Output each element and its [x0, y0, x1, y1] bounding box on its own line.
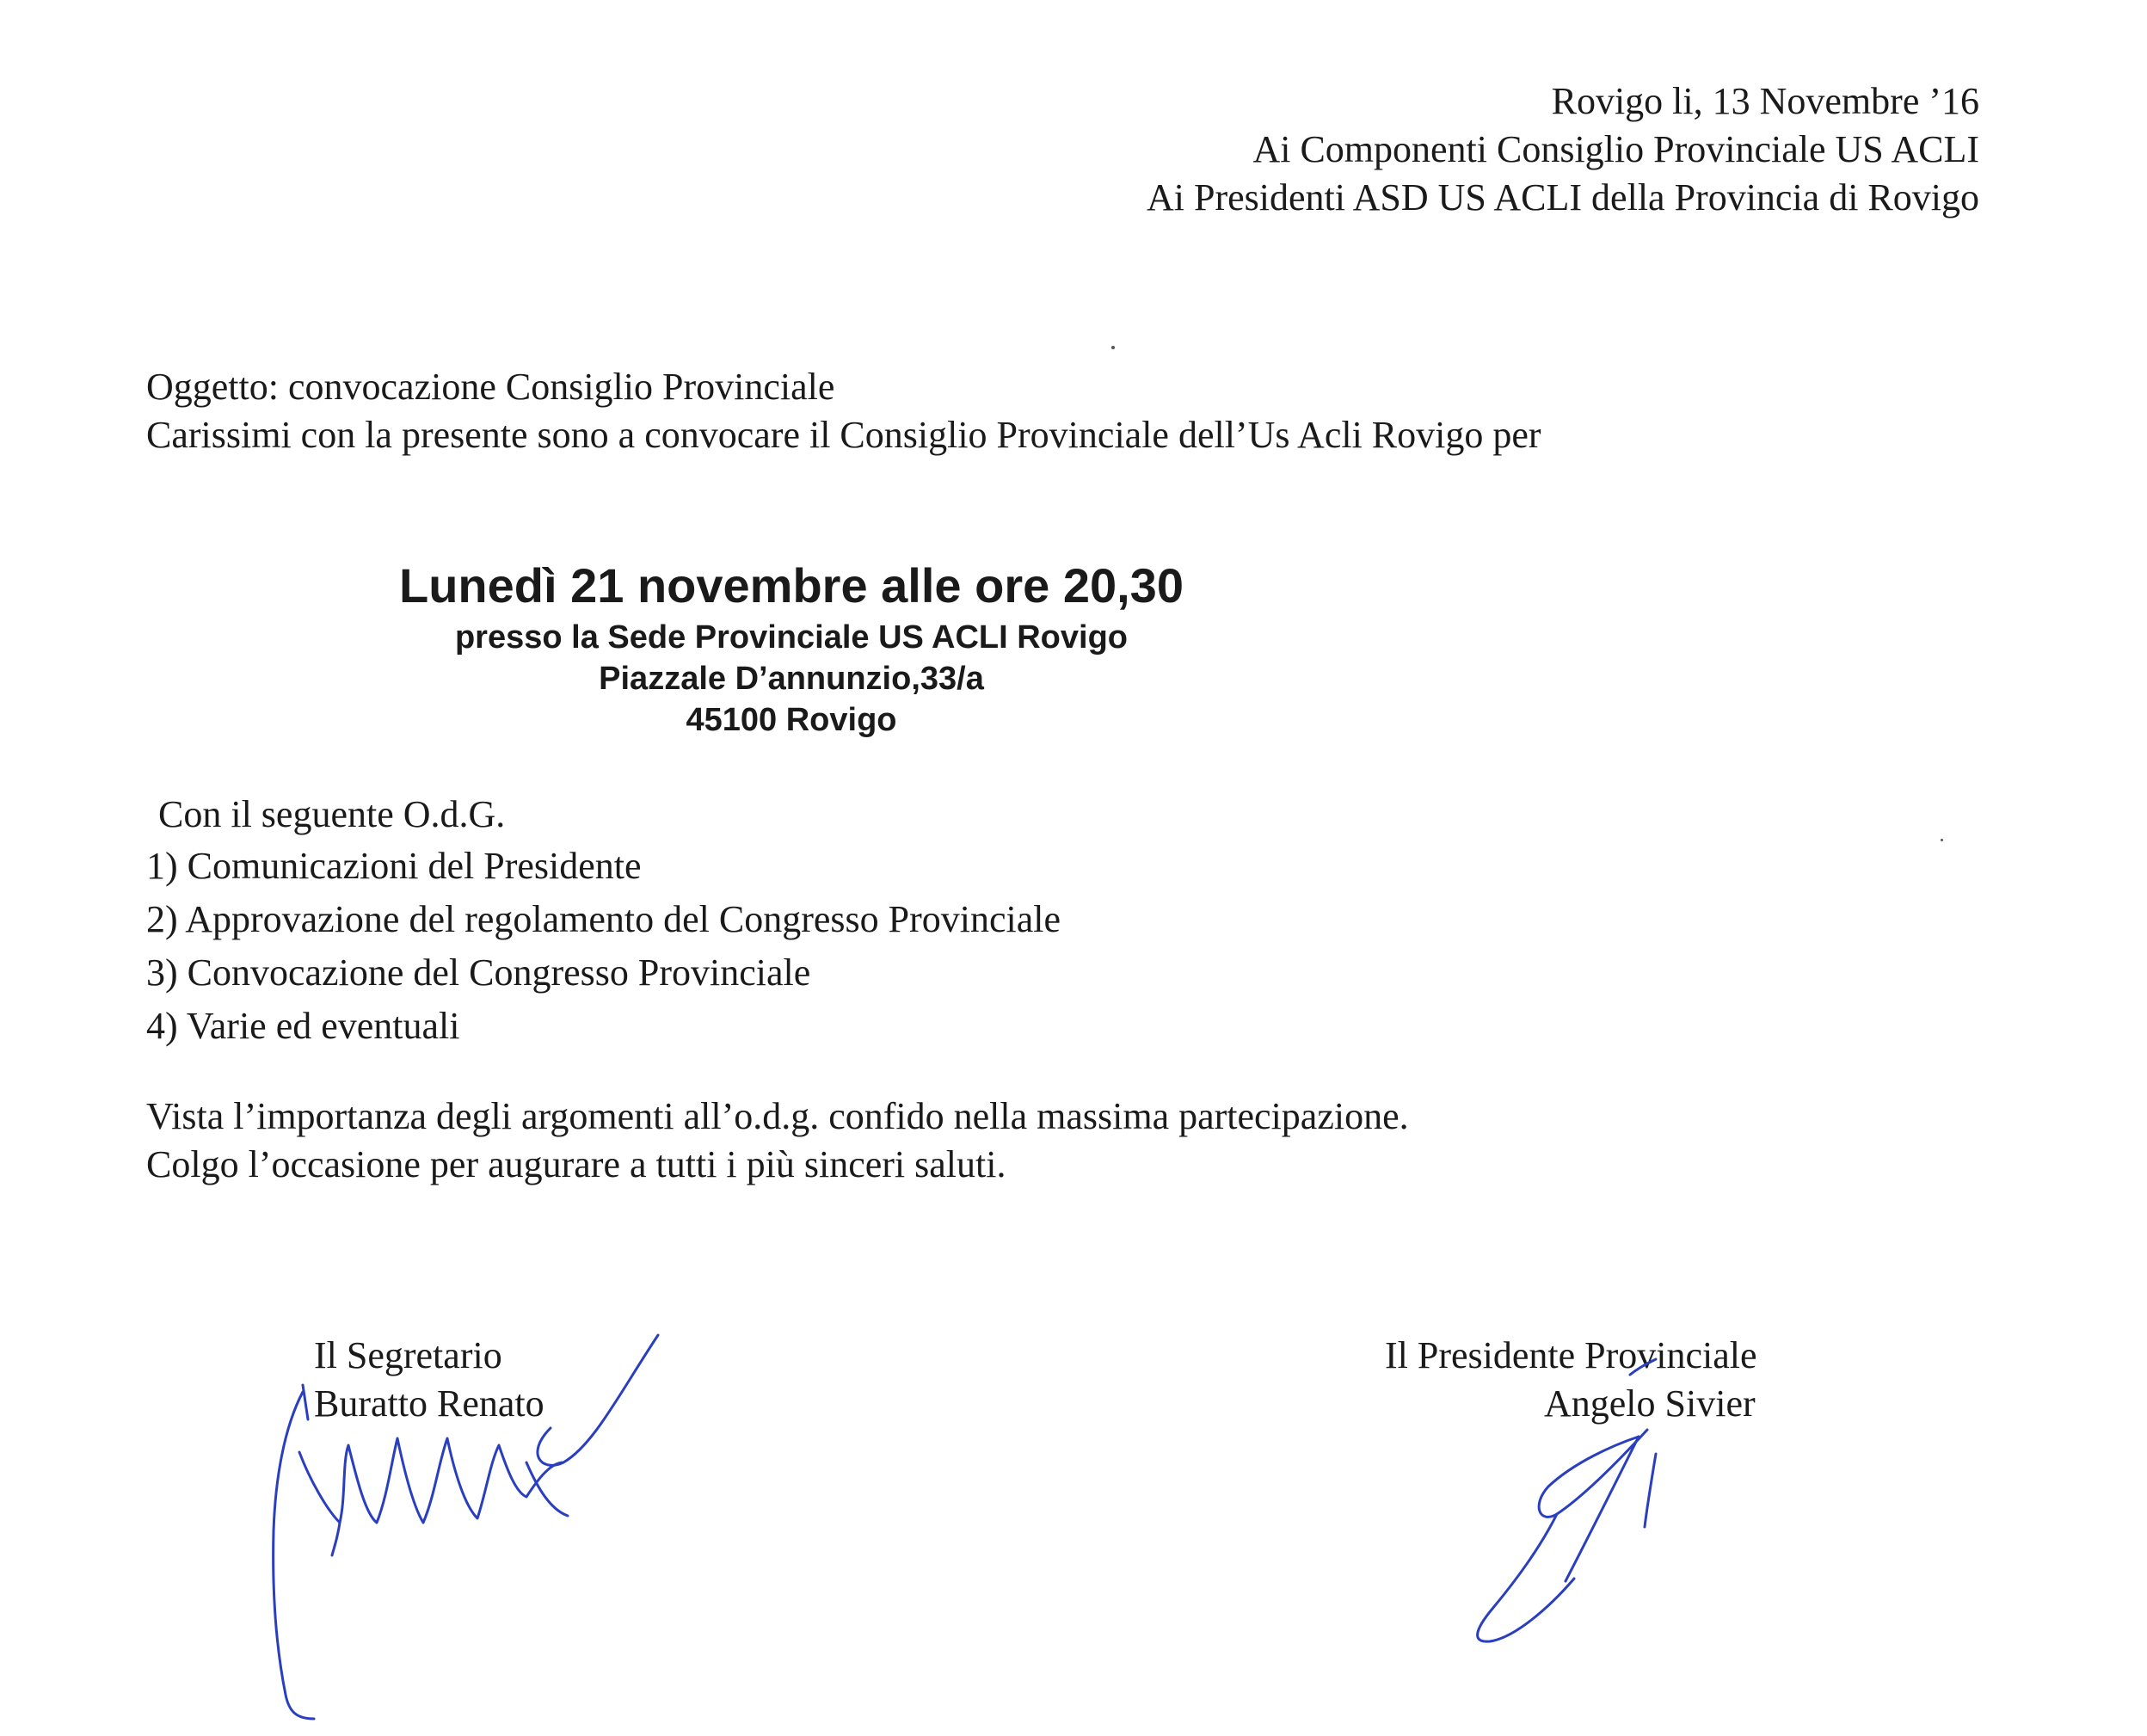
subject-line: Oggetto: convocazione Consiglio Provinciale — [146, 366, 835, 408]
secretary-role: Il Segretario — [314, 1334, 502, 1376]
intro-line: Carissimi con la presente sono a convocare il Consiglio Provinciale dell’Us Acli Rovigo per — [146, 414, 1541, 456]
president-name: Angelo Sivier — [1544, 1382, 1756, 1425]
meeting-city: 45100 Rovigo — [686, 702, 897, 738]
meeting-datetime: Lunedì 21 novembre alle ore 20,30 — [399, 558, 1184, 613]
secretary-signature-block — [314, 1332, 544, 1428]
secretary-name: Buratto Renato — [314, 1382, 544, 1425]
agenda-item: 4) Varie ed eventuali — [146, 1005, 460, 1047]
agenda-item: 3) Convocazione del Congresso Provinciale — [146, 951, 811, 994]
agenda-item: 1) Comunicazioni del Presidente — [146, 845, 642, 887]
closing-line-greetings: Colgo l’occasione per augurare a tutti i più sinceri saluti. — [146, 1143, 1006, 1185]
agenda-intro: Con il seguente O.d.G. — [158, 793, 506, 835]
closing-block — [146, 1093, 1409, 1189]
recipient-presidents: Ai Presidenti ASD US ACLI della Provincia di Rovigo — [1147, 176, 1979, 219]
agenda-item: 2) Approvazione del regolamento del Congresso Provinciale — [146, 898, 1061, 940]
recipient-council: Ai Componenti Consiglio Provinciale US ACLI — [1252, 128, 1979, 170]
president-role: Il Presidente Provinciale — [1385, 1334, 1757, 1376]
letter-header — [1147, 77, 1979, 222]
scan-speck — [1941, 839, 1943, 841]
closing-line-importance: Vista l’importanza degli argomenti all’o.d.g. confido nella massima partecipazione. — [146, 1095, 1409, 1137]
scan-speck — [1111, 346, 1115, 349]
date-line: Rovigo li, 13 Novembre ’16 — [1551, 80, 1979, 122]
meeting-address: Piazzale D’annunzio,33/a — [599, 661, 984, 697]
meeting-details — [0, 555, 1583, 741]
subject-block — [146, 363, 1541, 459]
agenda-block — [146, 790, 1061, 1053]
meeting-venue: presso la Sede Provinciale US ACLI Rovigo — [454, 619, 1129, 656]
president-signature-block — [1385, 1332, 1757, 1428]
